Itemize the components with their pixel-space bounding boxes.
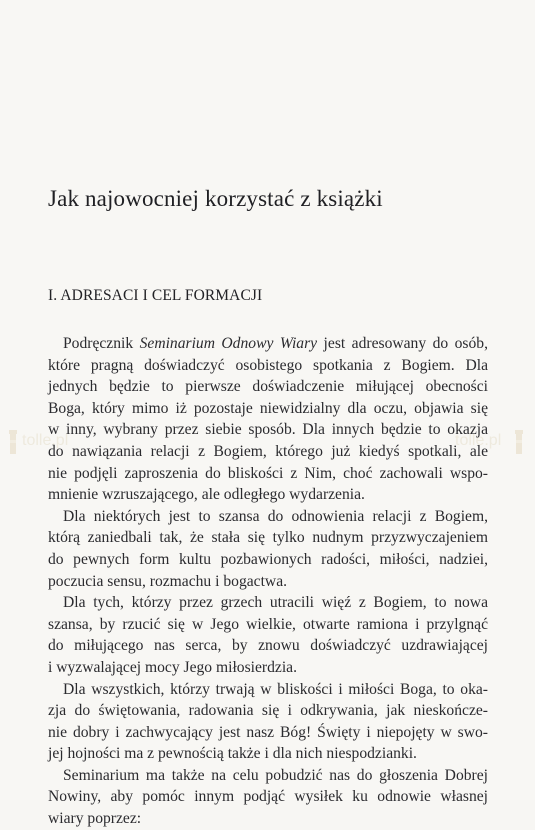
text-line — [48, 657, 488, 679]
text-segment: mnienie wzruszającego, ale odległego wydarzenia. — [48, 486, 365, 504]
text-segment: jest adresowany do osób, — [317, 335, 488, 352]
text-line — [48, 549, 488, 571]
text-line — [48, 398, 488, 420]
watermark-lighthouse-icon-right — [512, 428, 526, 456]
text-segment: nie dobry i zachwycający jest nasz Bóg! Święty i niepojęty w swo- — [48, 723, 488, 741]
text-line — [48, 679, 488, 701]
text-segment: Dla niektórych jest to szansa do odnowienia relacji z Bogiem, — [63, 507, 488, 525]
text-segment: Boga, który mimo iż pozostaje niewidzialny dla oczu, objawia się — [48, 399, 488, 417]
watermark-right: tolle.pl — [455, 432, 502, 449]
text-line — [48, 765, 488, 787]
text-line — [48, 571, 488, 593]
paragraph — [48, 679, 488, 765]
text-line — [48, 614, 488, 636]
text-segment: nie podjęli zaproszenia do bliskości z Nim, choć zachowali wspo- — [48, 464, 488, 482]
text-segment: poczucia sensu, rozmachu i bogactwa. — [48, 572, 288, 590]
text-segment: zja do świętowania, radowania się i odkrywania, jak nieskończe- — [48, 702, 488, 720]
paragraph — [48, 506, 488, 592]
watermark-lighthouse-icon-left — [6, 428, 20, 456]
text-segment: jednych będzie to pierwsze doświadczenie miłującej obecności — [48, 378, 488, 396]
text-segment: jej hojności ma z pewnością także i dla nich niespodzianki. — [48, 745, 417, 763]
body-text — [48, 333, 488, 830]
text-line — [48, 463, 488, 485]
text-line — [48, 441, 488, 463]
text-line — [48, 808, 488, 830]
paragraph — [48, 592, 488, 678]
text-segment: Seminarium ma także na celu pobudzić nas do głoszenia Dobrej — [63, 766, 488, 784]
text-segment: do nawiązania relacji z Bogiem, którego już kiedyś spotkali, ale — [48, 442, 488, 460]
text-segment: Podręcznik — [63, 335, 140, 352]
text-segment: wiary poprzez: — [48, 810, 142, 828]
text-line — [48, 484, 488, 506]
text-segment: którą zaniedbali tak, że stała się tylko nudnym przyzwyczajeniem — [48, 529, 488, 547]
paragraph — [48, 333, 488, 506]
watermark-left: tolle.pl — [22, 432, 69, 449]
book-title-italic: Seminarium Odnowy Wiary — [139, 335, 318, 352]
text-line — [48, 635, 488, 657]
text-segment: do miłującego nas serca, by znowu doświadczyć uzdrawiającej — [48, 637, 488, 655]
text-line — [48, 722, 488, 744]
text-segment: Nowiny, aby pomóc innym podjąć wysiłek ku odnowie własnej — [48, 788, 488, 806]
text-segment: Dla wszystkich, którzy trwają w bliskości i miłości Boga, to oka- — [63, 680, 488, 698]
text-line — [48, 376, 488, 398]
text-line — [48, 786, 488, 808]
section-heading: I. ADRESACI I CEL FORMACJI — [48, 287, 263, 304]
paragraph — [48, 765, 488, 830]
text-segment: w inny, wybrany przez siebie sposób. Dla innych będzie to okazja — [48, 421, 488, 439]
text-line — [48, 743, 488, 765]
text-segment: i wyzwalającej mocy Jego miłosierdzia. — [48, 658, 297, 676]
text-line — [48, 355, 488, 377]
chapter-title: Jak najowocniej korzystać z książki — [48, 186, 383, 211]
text-line — [48, 506, 488, 528]
text-line — [48, 333, 488, 355]
text-line — [48, 592, 488, 614]
text-segment: szansa, by rzucić się w Jego wielkie, otwarte ramiona i przylgnąć — [48, 615, 488, 633]
text-segment: które pragną doświadczyć osobistego spotkania z Bogiem. Dla — [48, 356, 488, 374]
text-line — [48, 419, 488, 441]
text-segment: Dla tych, którzy przez grzech utracili więź z Bogiem, to nowa — [63, 594, 488, 612]
text-line — [48, 527, 488, 549]
text-segment: do pewnych form kultu pozbawionych radości, miłości, nadziei, — [48, 550, 488, 568]
text-line — [48, 700, 488, 722]
